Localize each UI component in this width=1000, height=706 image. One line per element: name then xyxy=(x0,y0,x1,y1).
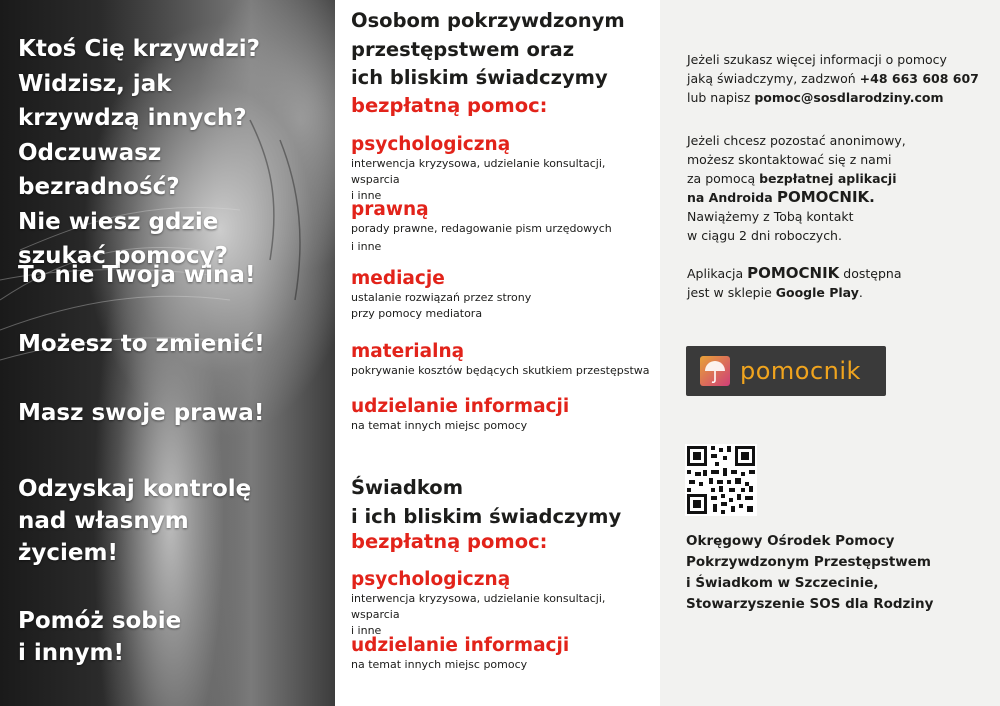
service-material xyxy=(351,341,656,379)
anon-line xyxy=(687,169,906,188)
question-line: szukać pomocy? xyxy=(18,243,228,269)
services-column xyxy=(335,0,660,706)
heading-line: Osobom pokrzywdzonym xyxy=(351,9,625,32)
control-line: nad własnym xyxy=(18,508,189,534)
anon-line: możesz skontaktować się z nami xyxy=(687,152,892,167)
statement-not-your-fault: To nie Twoja wina! xyxy=(18,262,256,288)
service-desc: i inne xyxy=(351,240,382,253)
anon-line: Jeżeli chcesz pozostać anonimowy, xyxy=(687,133,906,148)
service-desc: przy pomocy mediatora xyxy=(351,307,483,320)
service-legal xyxy=(351,199,656,255)
qr-code[interactable] xyxy=(685,444,757,516)
victims-free-help: bezpłatną pomoc: xyxy=(351,94,548,117)
phone-link[interactable]: +48 663 608 607 xyxy=(859,71,979,86)
service-title: materialną xyxy=(351,341,465,362)
question-line: Nie wiesz gdzie xyxy=(18,208,219,235)
contact-line: Jeżeli szukasz więcej informacji o pomocy xyxy=(687,52,947,67)
heading-line: i ich bliskim świadczymy xyxy=(351,504,622,528)
app-name-bold: POMOCNIK. xyxy=(776,188,875,206)
service-title: mediacje xyxy=(351,268,445,289)
anon-bold: na Androida xyxy=(687,190,777,205)
service-mediation xyxy=(351,268,656,322)
contact-column xyxy=(660,0,1000,706)
contact-text: jaką świadczymy, zadzwoń xyxy=(687,71,860,86)
service-desc: interwencja kryzysowa, udzielanie konsultacji, wsparcia xyxy=(351,592,606,621)
service-desc: ustalanie rozwiązań przez strony xyxy=(351,291,532,304)
google-play-text: Google Play xyxy=(775,285,859,300)
anon-bold: bezpłatnej aplikacji xyxy=(759,171,897,186)
organization-name xyxy=(686,531,933,615)
service-title: psychologiczną xyxy=(351,134,511,155)
service-title: udzielanie informacji xyxy=(351,635,570,656)
org-line: Pokrzywdzonym Przestępstwem xyxy=(686,554,931,570)
heading-line: ich bliskim świadczymy xyxy=(351,66,608,89)
question-line: Odczuwasz bezradność? xyxy=(18,139,180,200)
contact-text: lub napisz xyxy=(687,90,755,105)
service-desc: i inne xyxy=(351,624,382,637)
service-title: psychologiczną xyxy=(351,569,511,590)
control-line: życiem! xyxy=(18,540,118,566)
help-line: i innym! xyxy=(18,640,124,666)
help-block xyxy=(18,605,328,669)
availability-text: . xyxy=(858,285,863,300)
anon-line xyxy=(687,188,906,207)
service-psychological xyxy=(351,134,656,204)
org-line: i Świadkom w Szczecinie, xyxy=(686,575,879,591)
availability-text: Aplikacja xyxy=(687,266,748,281)
service-desc: interwencja kryzysowa, udzielanie konsultacji, wsparcia xyxy=(351,157,606,186)
service-desc: na temat innych miejsc pomocy xyxy=(351,419,528,432)
contact-info xyxy=(687,50,979,107)
availability-text: jest w sklepie xyxy=(687,285,776,300)
anon-line: Nawiążemy z Tobą kontakt xyxy=(687,209,854,224)
pomocnik-app-button[interactable] xyxy=(686,346,886,396)
service-desc: pokrywanie kosztów będących skutkiem przestępstwa xyxy=(351,364,650,377)
app-button-label: pomocnik xyxy=(740,357,861,385)
control-block xyxy=(18,473,328,569)
heading-line: Świadkom xyxy=(351,476,464,499)
anon-text: za pomocą xyxy=(687,171,760,186)
heading-line: przestępstwem oraz xyxy=(351,37,575,61)
availability-info xyxy=(687,264,901,302)
anon-line: w ciągu 2 dni roboczych. xyxy=(687,228,842,243)
availability-line xyxy=(687,264,901,283)
contact-line xyxy=(687,69,979,88)
anonymous-info xyxy=(687,131,906,245)
service-desc: i inne xyxy=(351,189,382,202)
service-desc: porady prawne, redagowanie pism urzędowych xyxy=(351,222,612,235)
questions-block xyxy=(18,32,328,274)
help-line: Pomóż sobie xyxy=(18,608,182,634)
availability-text: dostępna xyxy=(839,266,902,281)
question-line: Widzisz, jak xyxy=(18,70,172,97)
email-link[interactable]: pomoc@sosdlarodziny.com xyxy=(754,90,944,105)
witnesses-free-help: bezpłatną pomoc: xyxy=(351,530,548,553)
service-title: prawną xyxy=(351,199,429,220)
question-line: krzywdzą innych? xyxy=(18,105,247,131)
contact-line xyxy=(687,88,979,107)
org-line: Okręgowy Ośrodek Pomocy xyxy=(686,533,895,549)
control-line: Odzyskaj kontrolę xyxy=(18,476,252,502)
app-name-bold: POMOCNIK xyxy=(747,264,840,282)
service-title: udzielanie informacji xyxy=(351,396,570,417)
question-line: Ktoś Cię krzywdzi? xyxy=(18,36,261,62)
photo-panel xyxy=(0,0,335,706)
witnesses-heading xyxy=(351,474,621,531)
umbrella-icon xyxy=(700,356,730,386)
availability-line xyxy=(687,283,901,302)
statement-your-rights: Masz swoje prawa! xyxy=(18,400,265,426)
witness-service-psychological xyxy=(351,569,656,639)
service-desc: na temat innych miejsc pomocy xyxy=(351,658,528,671)
victims-heading xyxy=(351,7,625,93)
statement-you-can-change: Możesz to zmienić! xyxy=(18,331,265,357)
witness-service-information xyxy=(351,635,656,673)
org-line: Stowarzyszenie SOS dla Rodziny xyxy=(686,596,934,612)
service-information xyxy=(351,396,656,434)
